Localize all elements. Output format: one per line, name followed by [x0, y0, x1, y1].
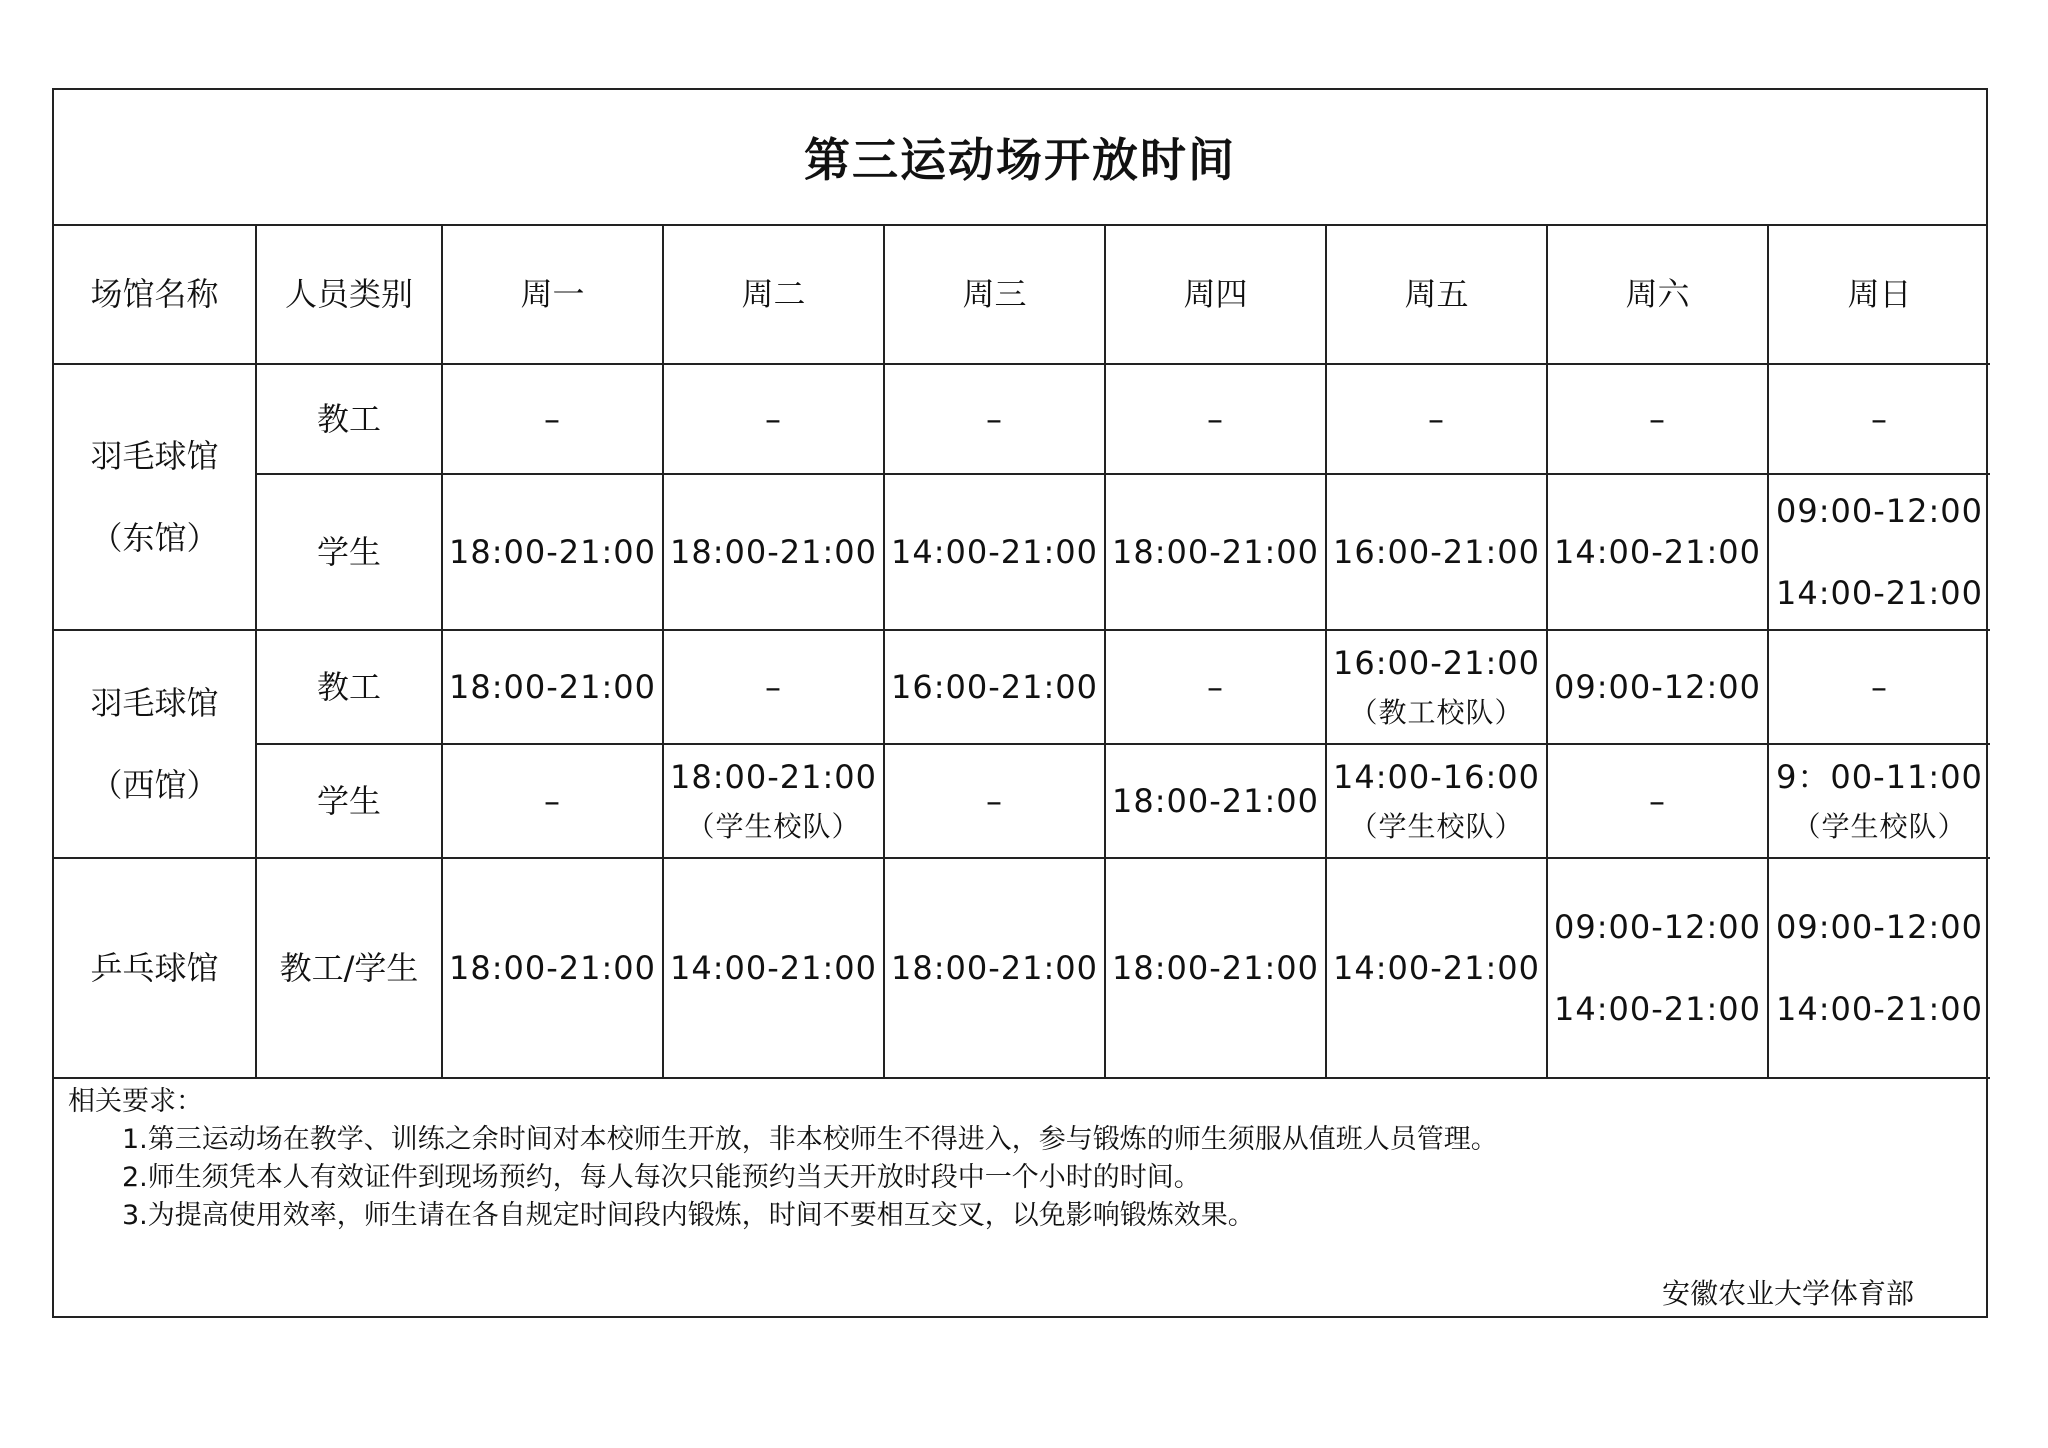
time-cell: –: [884, 364, 1105, 474]
time-cell: 14:00-21:00: [663, 858, 884, 1078]
category-cell: 教工: [256, 364, 442, 474]
header-row: [54, 226, 1990, 364]
header-mon: 周一: [442, 226, 663, 364]
team-note: （教工校队）: [1349, 696, 1524, 730]
header-category: 人员类别: [256, 226, 442, 364]
table-row: [54, 744, 1990, 858]
schedule-sheet: [52, 88, 1988, 1318]
category-cell: 学生: [256, 744, 442, 858]
header-sat: 周六: [1547, 226, 1768, 364]
time-slot: 16:00-21:00: [1333, 644, 1540, 682]
team-note: （学生校队）: [1792, 810, 1967, 844]
time-cell: 14:00-21:00: [1326, 858, 1547, 1078]
time-slot: 14:00-21:00: [1776, 990, 1983, 1028]
table-row: [54, 364, 1990, 474]
time-cell: 18:00-21:00: [1105, 474, 1326, 630]
team-note: （学生校队）: [1349, 810, 1524, 844]
header-wed: 周三: [884, 226, 1105, 364]
notes-list: [68, 1121, 1986, 1235]
table-row: [54, 630, 1990, 744]
time-cell: [1768, 858, 1990, 1078]
time-cell: [1547, 858, 1768, 1078]
venue-name: 羽毛球馆: [90, 436, 219, 475]
time-cell: [1768, 744, 1990, 858]
header-tue: 周二: [663, 226, 884, 364]
time-cell: 18:00-21:00: [1105, 858, 1326, 1078]
time-slot: 09:00-12:00: [1554, 907, 1761, 946]
venue-name: 乒乓球馆: [90, 948, 219, 987]
time-cell: –: [1768, 630, 1990, 744]
team-note: （学生校队）: [686, 810, 861, 844]
time-cell: 18:00-21:00: [1105, 744, 1326, 858]
time-cell: 18:00-21:00: [442, 474, 663, 630]
time-slot: 09:00-12:00: [1776, 491, 1983, 530]
venue-cell: [54, 364, 256, 630]
time-cell: [1326, 630, 1547, 744]
time-cell: 18:00-21:00: [884, 858, 1105, 1078]
time-cell: –: [884, 744, 1105, 858]
header-venue: 场馆名称: [54, 226, 256, 364]
time-cell: 18:00-21:00: [442, 630, 663, 744]
title-row: [54, 90, 1986, 226]
venue-cell: [54, 630, 256, 858]
page-title: 第三运动场开放时间: [804, 133, 1236, 187]
time-cell: 09:00-12:00: [1547, 630, 1768, 744]
notes-section: [54, 1079, 1986, 1315]
time-cell: 18:00-21:00: [663, 474, 884, 630]
table-row: [54, 858, 1990, 1078]
time-cell: 14:00-21:00: [884, 474, 1105, 630]
time-cell: 18:00-21:00: [442, 858, 663, 1078]
header-thu: 周四: [1105, 226, 1326, 364]
time-cell: –: [1547, 744, 1768, 858]
time-slot: 18:00-21:00: [670, 758, 877, 796]
time-cell: –: [1547, 364, 1768, 474]
time-slot: 09:00-12:00: [1776, 907, 1983, 946]
time-cell: –: [1326, 364, 1547, 474]
time-slot: 14:00-16:00: [1333, 758, 1540, 796]
note-item: 1.第三运动场在教学、训练之余时间对本校师生开放，非本校师生不得进入，参与锻炼的师生须服从值班人员管理。: [122, 1124, 1498, 1155]
venue-cell: [54, 858, 256, 1078]
time-cell: –: [1105, 630, 1326, 744]
time-cell: [1768, 474, 1990, 630]
category-cell: 学生: [256, 474, 442, 630]
venue-name: 羽毛球馆: [90, 683, 219, 722]
schedule-table: [54, 226, 1990, 1079]
time-slot: 9：00-11:00: [1776, 758, 1983, 796]
time-cell: –: [663, 364, 884, 474]
note-item: 2.师生须凭本人有效证件到现场预约，每人每次只能预约当天开放时段中一个小时的时间。: [122, 1162, 1201, 1193]
time-cell: –: [663, 630, 884, 744]
time-cell: [663, 744, 884, 858]
time-cell: 16:00-21:00: [1326, 474, 1547, 630]
header-fri: 周五: [1326, 226, 1547, 364]
category-cell: 教工/学生: [256, 858, 442, 1078]
notes-heading: 相关要求：: [68, 1086, 203, 1117]
venue-subname: （东馆）: [90, 519, 219, 557]
time-cell: [1326, 744, 1547, 858]
time-cell: 14:00-21:00: [1547, 474, 1768, 630]
time-cell: 16:00-21:00: [884, 630, 1105, 744]
note-item: 3.为提高使用效率，师生请在各自规定时间段内锻炼，时间不要相互交叉，以免影响锻炼效果。: [122, 1200, 1255, 1231]
time-cell: –: [442, 744, 663, 858]
header-sun: 周日: [1768, 226, 1990, 364]
time-slot: 14:00-21:00: [1776, 574, 1983, 612]
department-signature: 安徽农业大学体育部: [1661, 1277, 1914, 1310]
time-slot: 14:00-21:00: [1554, 990, 1761, 1028]
category-cell: 教工: [256, 630, 442, 744]
time-cell: –: [1105, 364, 1326, 474]
time-cell: –: [1768, 364, 1990, 474]
time-cell: –: [442, 364, 663, 474]
table-row: [54, 474, 1990, 630]
venue-subname: （西馆）: [90, 766, 219, 804]
